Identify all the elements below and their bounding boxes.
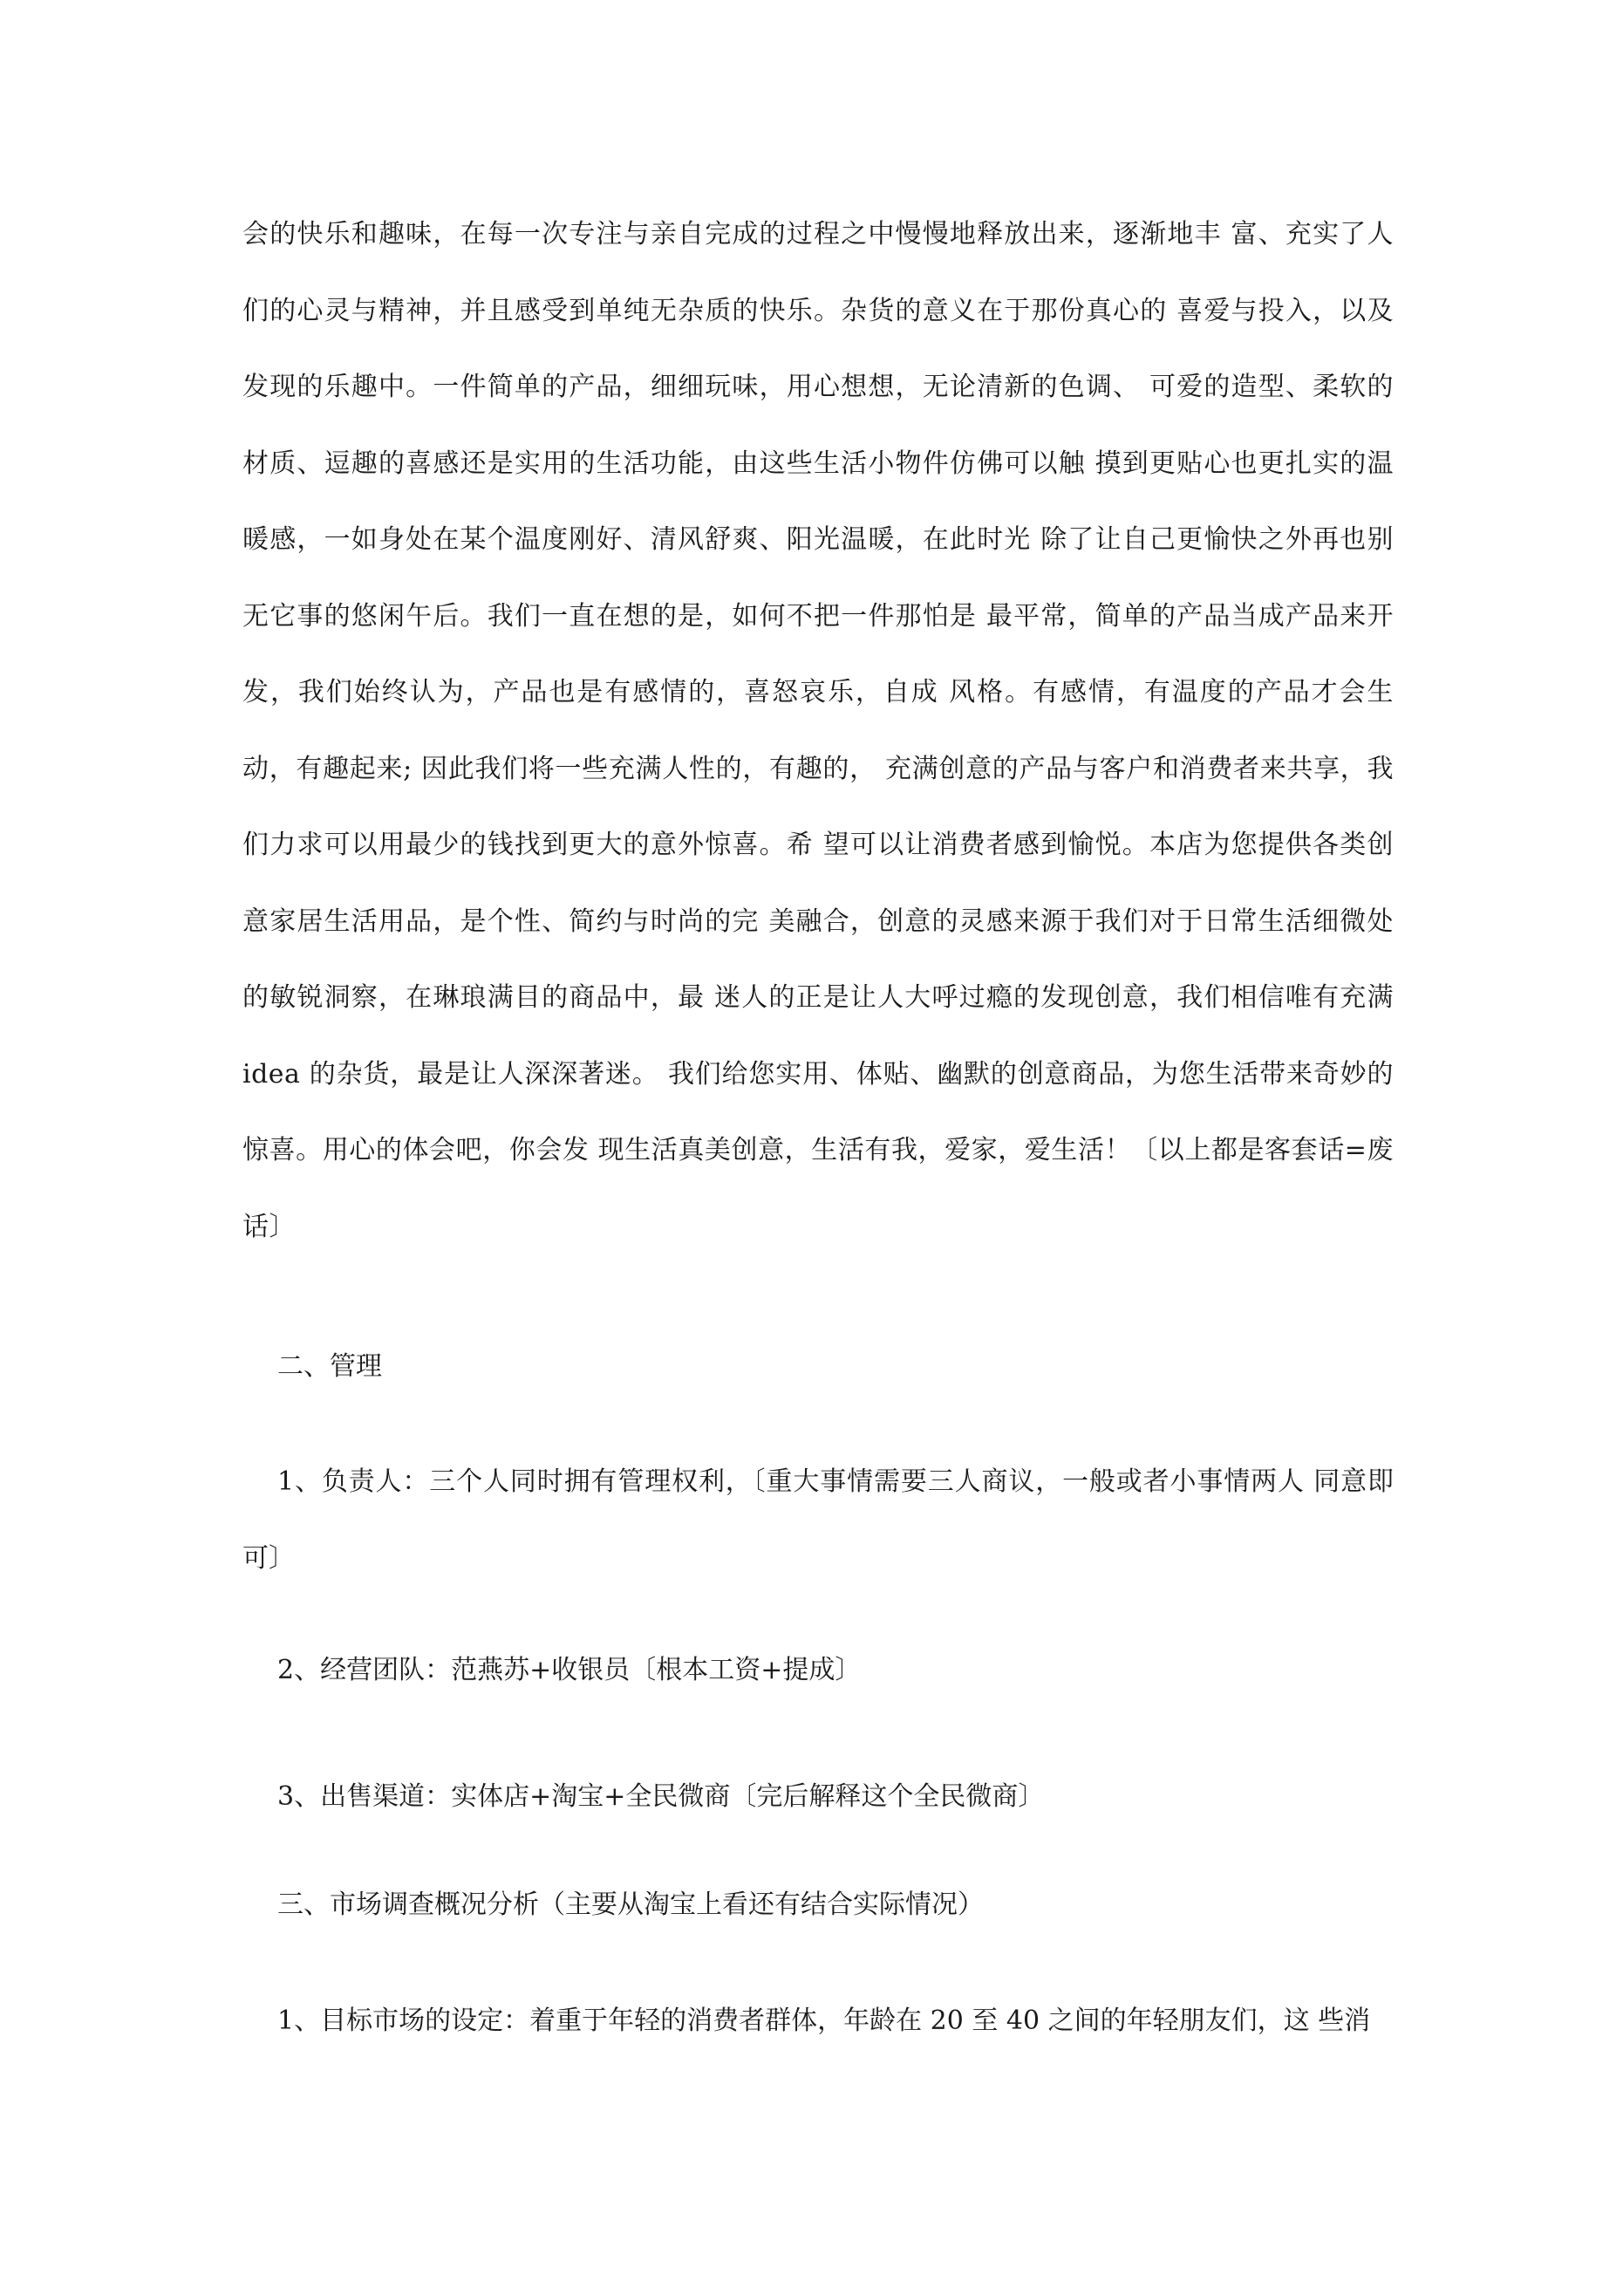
list-item-target-market: 1、目标市场的设定：着重于年轻的消费者群体，年龄在 20 至 40 之间的年轻朋友们，这 些消 (277, 2006, 1371, 2036)
list-item-manager: 1、负责人：三个人同时拥有管理权利，〔重大事情需要三人商议，一般或者小事情两人 同意即可〕 (242, 1466, 1394, 1574)
section-heading-management: 二、管理 (277, 1351, 382, 1382)
intro-paragraph: 会的快乐和趣味，在每一次专注与亲自完成的过程之中慢慢地释放出来，逐渐地丰 富、充实了人们的心灵与精神，并且感受到单纯无杂质的快乐。杂货的意义在于那份真心的 喜爱与投入，以及发现的乐趣中。一件简单的产品，细细玩味，用心想想，无论清新的色调、 可爱的造型、柔软的材质、逗趣的喜感还是实用的生活功能，由这些生活小物件仿佛可以触 摸到更贴心也更扎实的温暖感，一如身处在某个温度刚好、清风舒爽、阳光温暖，在此时光 除了让自己更愉快之外再也别无它事的悠闲午后。我们一直在想的是，如何不把一件那怕是 最平常，简单的产品当成产品来开发，我们始终认为，产品也是有感情的，喜怒哀乐，自成 风格。有感情，有温度的产品才会生动，有趣起来; 因此我们将一些充满人性的，有趣的， 充满创意的产品与客户和消费者来共享，我们力求可以用最少的钱找到更大的意外惊喜。希 望可以让消费者感到愉悦。本店为您提供各类创意家居生活用品，是个性、简约与时尚的完 美融合，创意的灵感来源于我们对于日常生活细微处的敏锐洞察，在琳琅满目的商品中，最 迷人的正是让人大呼过瘾的发现创意，我们相信唯有充满 idea 的杂货，最是让人深深著迷。 我们给您实用、体贴、幽默的创意商品，为您生活带来奇妙的惊喜。用心的体会吧，你会发 现生活真美创意，生活有我，爱家，爱生活！〔以上都是客套话=废话〕 (242, 219, 1394, 1242)
section-heading-market: 三、市场调查概况分析（主要从淘宝上看还有结合实际情况） (277, 1889, 984, 1920)
list-item-channels: 3、出售渠道：实体店+淘宝+全民微商〔完后解释这个全民微商〕 (277, 1781, 1045, 1812)
list-item-team: 2、经营团队：范燕苏+收银员〔根本工资+提成〕 (277, 1655, 862, 1685)
